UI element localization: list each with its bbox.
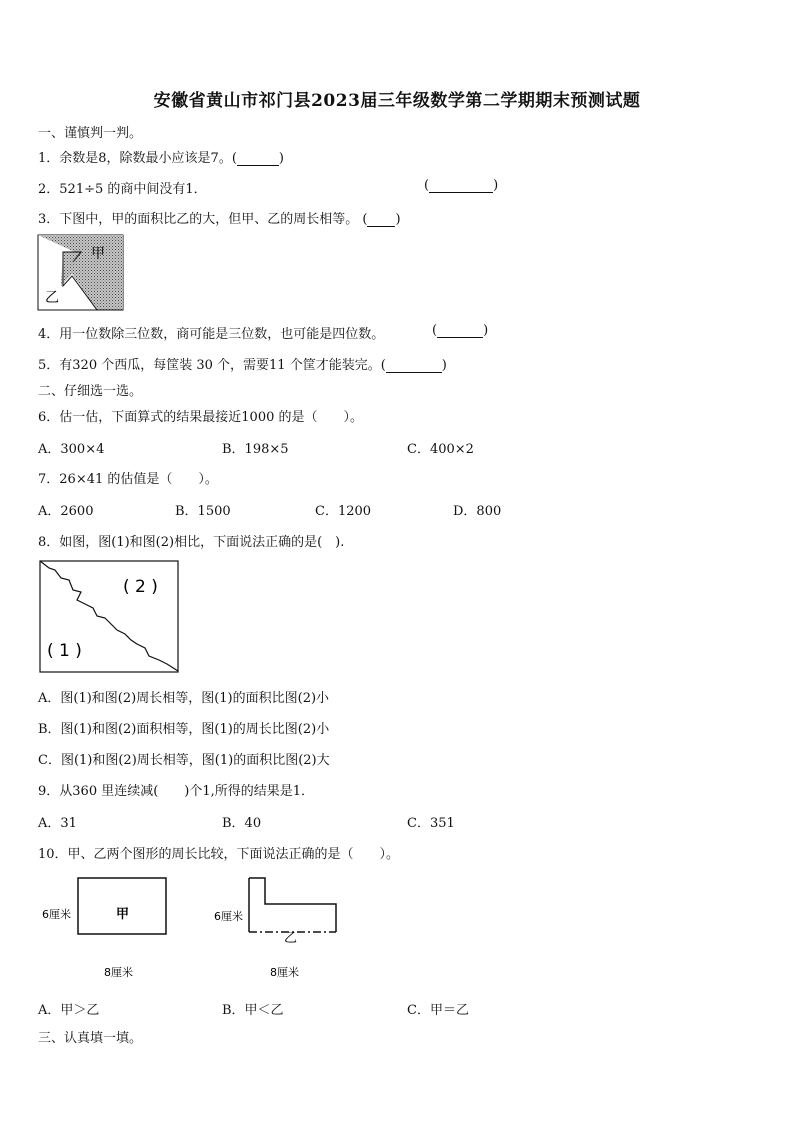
- q10-option-c[interactable]: C．甲＝乙: [407, 1003, 469, 1018]
- q10-option-b[interactable]: B．甲＜乙: [222, 1003, 284, 1018]
- question-9-text: 9．从360 里连续减( )个1,所得的结果是1．: [38, 784, 315, 799]
- answer-blank[interactable]: [367, 213, 395, 227]
- question-8-text: 8．如图，图(1)和图(2)相比，下面说法正确的是( ).: [38, 535, 345, 550]
- section-heading-judge: 一、谨慎判一判。: [38, 126, 143, 141]
- paren-open: (: [424, 178, 430, 193]
- q7-option-a[interactable]: A．2600: [38, 504, 94, 519]
- paren-close: ): [395, 212, 401, 227]
- answer-blank[interactable]: [437, 324, 483, 338]
- question-10-figure: [38, 872, 358, 984]
- question-3: [38, 208, 401, 227]
- question-2-text: 2．521÷5 的商中间没有1．: [38, 182, 207, 197]
- question-5-text: 5．有320 个西瓜，每筐装 30 个，需要11 个筐才能装完。(: [38, 358, 386, 373]
- question-2-blank: [424, 178, 498, 193]
- answer-blank[interactable]: [386, 359, 442, 373]
- question-1-text: 1．余数是8，除数最小应该是7。(: [38, 151, 237, 166]
- q10-option-a[interactable]: A．甲＞乙: [38, 1003, 100, 1018]
- question-1: [38, 147, 284, 166]
- q6-option-a[interactable]: A．300×4: [38, 442, 105, 457]
- question-10-text: 10．甲、乙两个图形的周长比较，下面说法正确的是（ ）。: [38, 847, 400, 862]
- paren-close: ): [278, 151, 284, 166]
- q8-option-b[interactable]: B．图(1)和图(2)面积相等，图(1)的周长比图(2)小: [38, 722, 330, 737]
- paren-close: ): [483, 323, 489, 338]
- answer-blank[interactable]: [429, 179, 493, 193]
- question-8-figure: [39, 560, 181, 675]
- width-label-b: 8厘米: [270, 966, 299, 979]
- height-label-b: 6厘米: [214, 910, 243, 923]
- label-jia: 甲: [91, 246, 105, 262]
- q8-option-c[interactable]: C．图(1)和图(2)周长相等，图(1)的面积比图(2)大: [38, 753, 330, 768]
- paren-close: ): [493, 178, 499, 193]
- height-label-a: 6厘米: [42, 908, 71, 921]
- q6-option-c[interactable]: C．400×2: [407, 442, 474, 457]
- label-jia: 甲: [116, 907, 130, 922]
- page-title: 安徽省黄山市祁门县2023届三年级数学第二学期期末预测试题: [153, 91, 641, 111]
- section-heading-choose: 二、仔细选一选。: [38, 384, 143, 399]
- q9-option-a[interactable]: A．31: [38, 816, 77, 831]
- question-6-text: 6．估一估，下面算式的结果最接近1000 的是（ ）。: [38, 410, 363, 425]
- label-yi: 乙: [284, 931, 298, 946]
- question-5: [38, 354, 447, 373]
- question-4-text: 4．用一位数除三位数，商可能是三位数，也可能是四位数。: [38, 327, 385, 342]
- paren-open: (: [432, 323, 438, 338]
- q7-option-c[interactable]: C．1200: [315, 504, 372, 519]
- paren-close: ): [441, 358, 447, 373]
- q7-option-b[interactable]: B．1500: [175, 504, 231, 519]
- section-heading-fill: 三、认真填一填。: [38, 1031, 143, 1046]
- q7-option-d[interactable]: D．800: [453, 504, 502, 519]
- label-yi: 乙: [45, 290, 59, 306]
- q9-option-b[interactable]: B．40: [222, 816, 262, 831]
- q8-option-a[interactable]: A．图(1)和图(2)周长相等，图(1)的面积比图(2)小: [38, 691, 330, 706]
- question-4-blank: [432, 323, 488, 338]
- width-label-a: 8厘米: [104, 966, 133, 979]
- question-7-text: 7．26×41 的估值是（ ）。: [38, 472, 218, 487]
- question-3-text: 3．下图中，甲的面积比乙的大，但甲、乙的周长相等。 (: [38, 212, 368, 227]
- shape-jia-rect: [78, 878, 166, 934]
- answer-blank[interactable]: [237, 152, 279, 166]
- q9-option-c[interactable]: C．351: [407, 816, 455, 831]
- label-figure-1: ( 1 ): [47, 641, 82, 661]
- label-figure-2: ( 2 ): [123, 577, 158, 597]
- q6-option-b[interactable]: B．198×5: [222, 442, 289, 457]
- question-3-figure: [37, 234, 125, 312]
